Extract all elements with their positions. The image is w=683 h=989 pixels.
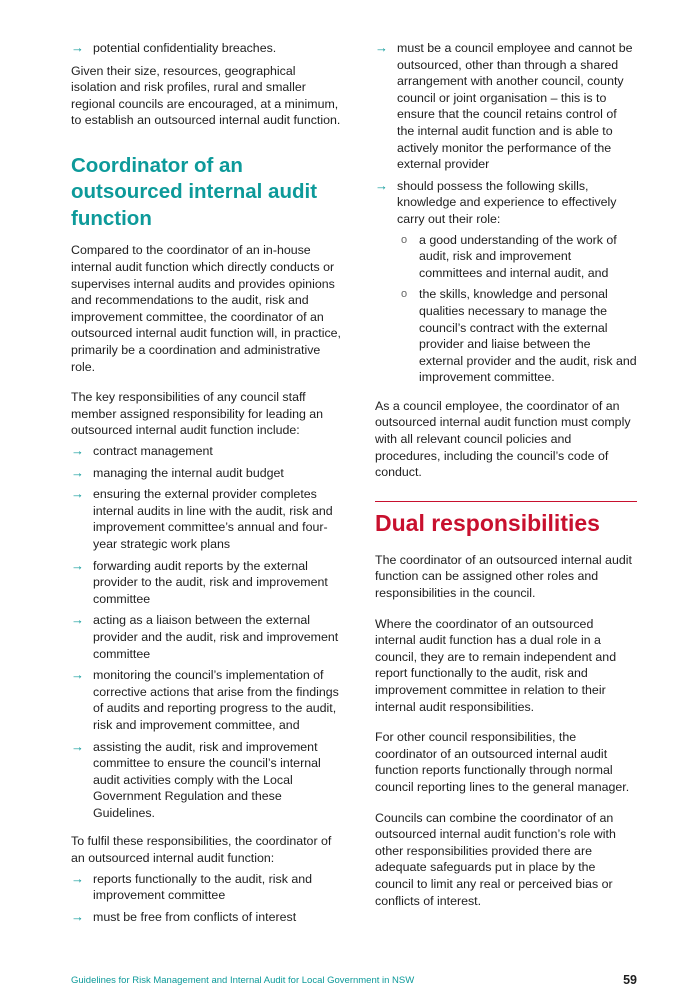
list-item: → assisting the audit, risk and improvement committee to ensure the council’s internal audit activities comply with the Local Government Regulation and these Guidelines.: [71, 738, 321, 820]
list-item: → ensuring the external provider completes internal audits in line with the audit, risk and improvement committee’s annual and four-year strategic work plans: [71, 486, 333, 551]
intro-bullet-list: [71, 40, 341, 57]
paragraph: Where the coordinator of an outsourced internal audit function has a dual role in a council, they are to remain independent and report functionally to the audit, risk and improvement committee in relation to their internal audit responsibilities.: [375, 616, 617, 714]
section-heading-coordinator: Coordinator of an outsourced internal audit function: [71, 153, 318, 230]
arrow-icon: →: [71, 612, 84, 628]
fulfil-list: [71, 871, 341, 926]
section-divider: [375, 501, 637, 502]
circle-bullet-icon: o: [401, 233, 408, 246]
list-item: → must be a council employee and cannot be outsourced, other than through a shared arrangement with another council, county council or joint organisation – this is to ensure that the council retains control of the internal audit function and is able to actively monitor the performance of the external provider: [375, 40, 633, 172]
right-column: [375, 40, 637, 923]
list-item: → contract management: [71, 443, 213, 458]
list-item: → must be free from conflicts of interest: [71, 908, 297, 924]
employee-paragraph: As a council employee, the coordinator of an outsourced internal audit function must comply with all relevant council policies and procedures, including the council’s code of conduct.: [375, 398, 631, 480]
paragraph: Compared to the coordinator of an in-house internal audit function which directly conducts or supervises internal audits and provides opinions and recommendations to the audit, risk and improvement committee, the coordinator of an outsourced internal audit function will, in practice, primarily be a coordination and administrative role.: [71, 243, 341, 374]
arrow-icon: →: [71, 738, 84, 754]
list-item: → potential confidentiality breaches.: [71, 40, 277, 55]
arrow-icon: →: [71, 908, 84, 924]
arrow-icon: →: [71, 40, 84, 55]
paragraph: The coordinator of an outsourced internal audit function can be assigned other roles and responsibilities in the council.: [375, 552, 632, 601]
continued-fulfil-list: [375, 40, 637, 386]
intro-paragraph: Given their size, resources, geographical isolation and risk profiles, rural and smaller regional councils are encouraged, at a minimum, to establish an outsourced internal audit function.: [71, 63, 341, 128]
footer-title: Guidelines for Risk Management and Internal Audit for Local Government in NSW: [71, 975, 415, 986]
list-item: → managing the internal audit budget: [71, 464, 284, 480]
section-heading-dual-responsibilities: Dual responsibilities: [375, 509, 600, 536]
circle-bullet-icon: o: [401, 288, 408, 301]
paragraph: Councils can combine the coordinator of an outsourced internal audit function’s role with other responsibilities provided there are adequate safeguards put in place by the council to limit any real or perceived bias or conflicts of interest.: [375, 810, 616, 908]
page-number: 59: [623, 973, 637, 987]
skills-sub-list: [397, 232, 637, 386]
arrow-icon: →: [71, 486, 84, 502]
list-item: → reports functionally to the audit, risk and improvement committee: [71, 870, 313, 903]
arrow-icon: →: [375, 177, 388, 193]
paragraph: The key responsibilities of any council staff member assigned responsibility for leading an outsourced internal audit function include:: [71, 390, 324, 438]
responsibilities-list: [71, 443, 341, 821]
sub-list-item: o a good understanding of the work of audit, risk and improvement committees and internal audit, and: [401, 232, 617, 280]
left-column: [71, 40, 341, 931]
arrow-icon: →: [71, 443, 84, 458]
arrow-icon: →: [71, 464, 84, 480]
page-footer: [71, 973, 637, 989]
sub-list-item: o the skills, knowledge and personal qualities necessary to manage the council’s contract with the external provider and liaise between the external provider and the audit, risk and improvement committee.: [401, 287, 637, 385]
arrow-icon: →: [375, 40, 388, 55]
paragraph: To fulfil these responsibilities, the coordinator of an outsourced internal audit function:: [71, 834, 332, 866]
list-item: → forwarding audit reports by the external provider to the audit, risk and improvement committee: [71, 557, 328, 606]
arrow-icon: →: [71, 667, 84, 683]
paragraph: For other council responsibilities, the coordinator of an outsourced internal audit function reports functionally through normal council reporting lines to the general manager.: [375, 730, 630, 794]
arrow-icon: →: [71, 557, 84, 573]
list-item: → monitoring the council’s implementation of corrective actions that arise from the findings of audits and reporting progress to the audit, risk and improvement committee, and: [71, 667, 339, 732]
list-item: → acting as a liaison between the external provider and the audit, risk and improvement committee: [71, 612, 339, 661]
list-item: → should possess the following skills, knowledge and experience to effectively carry out their role: o a good understanding of the work of audit, risk and improvement committees and internal audit, and o the skills, knowledge and personal qualities necessary to manage the council’s contract with the external provider and liaise between the external provider and the audit, risk and improvement committee.: [375, 177, 637, 385]
arrow-icon: →: [71, 870, 84, 886]
